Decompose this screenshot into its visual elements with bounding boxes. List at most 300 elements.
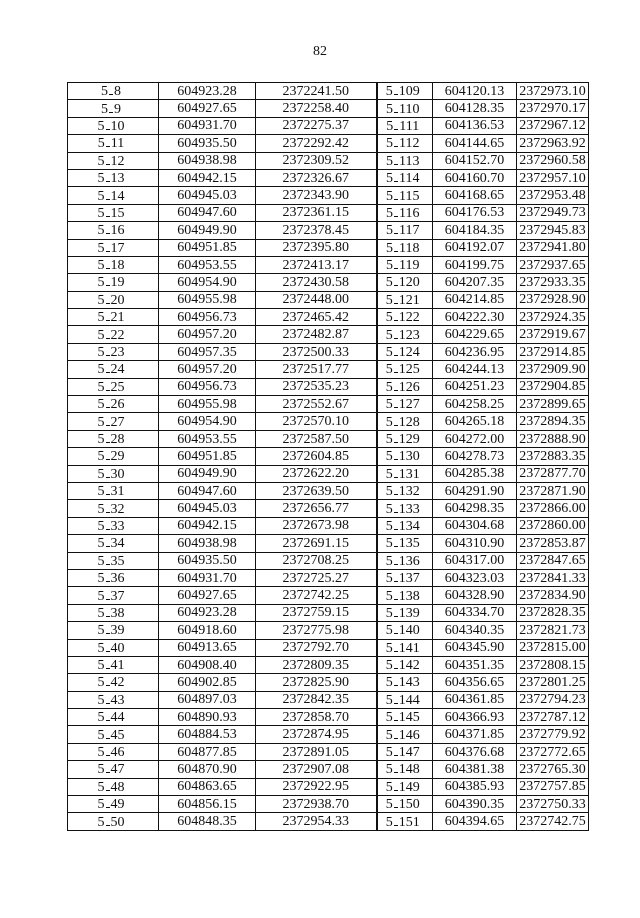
point-number: 15 — [110, 205, 125, 221]
point-number: 11 — [110, 136, 125, 152]
y-coordinate-cell: 2372775.98 — [256, 622, 377, 639]
point-id-cell — [68, 500, 159, 517]
point-id-cell — [68, 100, 159, 117]
point-number: 128 — [398, 414, 420, 430]
underscore-separator — [394, 796, 398, 808]
page-number: 82 — [313, 44, 327, 59]
y-coordinate-cell: 2372834.90 — [517, 587, 589, 604]
table-row — [68, 448, 589, 465]
table-row — [68, 187, 589, 204]
y-coordinate-cell: 2372871.90 — [517, 482, 589, 499]
y-coordinate-cell: 2372933.35 — [517, 274, 589, 291]
point-id-cell — [68, 343, 159, 360]
y-coordinate-cell: 2372967.12 — [517, 117, 589, 134]
y-coordinate-cell: 2372945.83 — [517, 222, 589, 239]
point-number: 149 — [398, 779, 420, 795]
point-number: 135 — [398, 536, 420, 552]
underscore-separator — [106, 379, 110, 391]
point-prefix: 5 — [97, 762, 105, 778]
table-row — [68, 430, 589, 447]
table-row — [68, 796, 589, 813]
y-coordinate-cell: 2372809.35 — [256, 656, 377, 673]
point-prefix: 5 — [386, 205, 393, 221]
point-number: 148 — [398, 762, 420, 778]
point-number: 113 — [399, 153, 420, 169]
point-number: 129 — [398, 432, 420, 447]
point-number: 131 — [398, 466, 420, 482]
point-id-cell — [68, 83, 159, 100]
point-number: 23 — [110, 345, 125, 361]
y-coordinate-cell: 2372587.50 — [256, 430, 377, 447]
point-number: 145 — [398, 710, 420, 726]
y-coordinate-cell: 2372787.12 — [517, 709, 589, 726]
underscore-separator — [106, 570, 110, 582]
x-coordinate-cell: 604884.53 — [159, 726, 256, 743]
point-prefix: 5 — [385, 501, 393, 517]
y-coordinate-cell: 2372937.65 — [517, 256, 589, 273]
underscore-separator — [394, 605, 398, 617]
point-id-cell — [68, 639, 159, 656]
point-id-cell — [68, 796, 159, 813]
point-number: 16 — [110, 223, 125, 239]
y-coordinate-cell: 2372960.58 — [517, 152, 589, 169]
point-prefix: 5 — [97, 258, 105, 274]
underscore-separator — [106, 466, 110, 478]
x-coordinate-cell: 604923.28 — [159, 83, 256, 100]
point-id-cell — [68, 622, 159, 639]
x-coordinate-cell: 604954.90 — [159, 413, 256, 430]
point-id-cell — [377, 361, 433, 378]
point-prefix: 5 — [385, 727, 393, 743]
underscore-separator — [106, 135, 110, 147]
point-id-cell — [377, 500, 433, 517]
point-prefix: 5 — [97, 779, 105, 795]
point-number: 38 — [110, 605, 125, 621]
point-number: 47 — [110, 762, 125, 778]
y-coordinate-cell: 2372828.35 — [517, 604, 589, 621]
point-number: 24 — [110, 362, 125, 378]
point-id-cell — [68, 535, 159, 552]
point-prefix: 5 — [97, 605, 105, 621]
point-prefix: 5 — [97, 188, 105, 204]
point-prefix: 5 — [97, 223, 105, 239]
y-coordinate-cell: 2372957.10 — [517, 169, 589, 186]
y-coordinate-cell: 2372907.08 — [256, 761, 377, 778]
point-id-cell — [377, 761, 433, 778]
underscore-separator — [106, 727, 110, 739]
table-row — [68, 152, 589, 169]
point-prefix: 5 — [386, 118, 394, 134]
point-prefix: 5 — [385, 397, 393, 413]
point-number: 29 — [110, 449, 125, 465]
point-prefix: 5 — [97, 501, 105, 517]
underscore-separator — [106, 240, 110, 252]
y-coordinate-cell: 2372841.33 — [517, 569, 589, 586]
x-coordinate-cell: 604160.70 — [433, 169, 517, 186]
point-id-cell — [377, 256, 433, 273]
point-id-cell — [377, 535, 433, 552]
table-row — [68, 413, 589, 430]
x-coordinate-cell: 604214.85 — [433, 291, 517, 308]
point-prefix: 5 — [97, 153, 105, 169]
point-prefix: 5 — [385, 762, 393, 778]
x-coordinate-cell: 604120.13 — [433, 83, 517, 100]
underscore-separator — [109, 101, 113, 113]
underscore-separator — [394, 622, 398, 634]
point-number: 120 — [398, 275, 420, 291]
underscore-separator — [106, 205, 110, 217]
y-coordinate-cell: 2372413.17 — [256, 256, 377, 273]
point-number: 46 — [110, 745, 125, 761]
y-coordinate-cell: 2372482.87 — [256, 326, 377, 343]
point-number: 147 — [398, 745, 420, 761]
x-coordinate-cell: 604870.90 — [159, 761, 256, 778]
underscore-separator — [394, 153, 398, 165]
x-coordinate-cell: 604877.85 — [159, 743, 256, 760]
point-prefix: 5 — [97, 327, 105, 343]
underscore-separator — [394, 240, 398, 252]
point-id-cell — [377, 274, 433, 291]
x-coordinate-cell: 604848.35 — [159, 813, 256, 830]
y-coordinate-cell: 2372742.25 — [256, 587, 377, 604]
point-prefix: 5 — [385, 710, 393, 726]
point-prefix: 5 — [97, 118, 105, 134]
point-number: 22 — [110, 327, 125, 343]
point-prefix: 5 — [385, 692, 393, 708]
point-number: 132 — [398, 484, 420, 500]
point-id-cell — [68, 552, 159, 569]
x-coordinate-cell: 604385.93 — [433, 778, 517, 795]
point-prefix: 5 — [386, 101, 393, 117]
point-number: 41 — [110, 658, 125, 674]
x-coordinate-cell: 604956.73 — [159, 378, 256, 395]
point-id-cell — [377, 291, 433, 308]
point-number: 114 — [399, 171, 420, 187]
point-id-cell — [377, 378, 433, 395]
point-number: 18 — [110, 258, 125, 274]
underscore-separator — [394, 344, 398, 356]
x-coordinate-cell: 604144.65 — [433, 135, 517, 152]
point-number: 137 — [398, 571, 420, 587]
underscore-separator — [394, 674, 398, 686]
point-id-cell — [68, 674, 159, 691]
underscore-separator — [394, 744, 398, 756]
point-number: 115 — [399, 188, 420, 204]
y-coordinate-cell: 2372973.10 — [517, 83, 589, 100]
x-coordinate-cell: 604953.55 — [159, 256, 256, 273]
point-id-cell — [68, 169, 159, 186]
point-number: 19 — [110, 275, 125, 291]
table-row — [68, 778, 589, 795]
y-coordinate-cell: 2372535.23 — [256, 378, 377, 395]
x-coordinate-cell: 604935.50 — [159, 135, 256, 152]
underscore-separator — [394, 553, 398, 565]
underscore-separator — [394, 535, 398, 547]
point-number: 151 — [398, 814, 420, 830]
underscore-separator — [106, 170, 110, 182]
point-id-cell — [377, 100, 433, 117]
point-prefix: 5 — [385, 518, 393, 534]
x-coordinate-cell: 604927.65 — [159, 587, 256, 604]
x-coordinate-cell: 604951.85 — [159, 448, 256, 465]
underscore-separator — [394, 448, 398, 460]
y-coordinate-cell: 2372378.45 — [256, 222, 377, 239]
x-coordinate-cell: 604236.95 — [433, 343, 517, 360]
point-id-cell — [68, 691, 159, 708]
y-coordinate-cell: 2372842.35 — [256, 691, 377, 708]
point-prefix: 5 — [385, 327, 393, 343]
point-number: 45 — [110, 727, 125, 743]
point-prefix: 5 — [385, 432, 393, 447]
point-id-cell — [68, 430, 159, 447]
underscore-separator — [106, 605, 110, 617]
point-number: 127 — [398, 397, 420, 413]
point-prefix: 5 — [386, 258, 393, 274]
point-id-cell — [377, 656, 433, 673]
table-row — [68, 291, 589, 308]
point-number: 118 — [399, 240, 420, 256]
underscore-separator — [394, 431, 398, 443]
point-number: 37 — [110, 588, 125, 604]
point-prefix: 5 — [385, 275, 393, 291]
underscore-separator — [394, 257, 398, 269]
underscore-separator — [394, 518, 398, 530]
x-coordinate-cell: 604207.35 — [433, 274, 517, 291]
point-prefix: 5 — [97, 623, 105, 639]
point-number: 12 — [110, 153, 125, 169]
y-coordinate-cell: 2372604.85 — [256, 448, 377, 465]
point-id-cell — [377, 691, 433, 708]
x-coordinate-cell: 604957.35 — [159, 343, 256, 360]
x-coordinate-cell: 604310.90 — [433, 535, 517, 552]
y-coordinate-cell: 2372779.92 — [517, 726, 589, 743]
x-coordinate-cell: 604955.98 — [159, 396, 256, 413]
point-prefix: 5 — [385, 814, 393, 830]
point-number: 35 — [110, 553, 125, 569]
point-number: 34 — [110, 536, 125, 552]
underscore-separator — [394, 135, 398, 147]
x-coordinate-cell: 604258.25 — [433, 396, 517, 413]
point-prefix: 5 — [97, 710, 105, 726]
point-number: 141 — [398, 640, 420, 656]
underscore-separator — [106, 118, 110, 130]
point-id-cell — [68, 587, 159, 604]
underscore-separator — [394, 327, 398, 339]
underscore-separator — [106, 396, 110, 408]
x-coordinate-cell: 604949.90 — [159, 222, 256, 239]
x-coordinate-cell: 604291.90 — [433, 482, 517, 499]
underscore-separator — [106, 344, 110, 356]
table-row — [68, 604, 589, 621]
point-number: 144 — [398, 692, 420, 708]
y-coordinate-cell: 2372954.33 — [256, 813, 377, 830]
x-coordinate-cell: 604317.00 — [433, 552, 517, 569]
x-coordinate-cell: 604361.85 — [433, 691, 517, 708]
underscore-separator — [394, 709, 398, 721]
x-coordinate-cell: 604938.98 — [159, 152, 256, 169]
y-coordinate-cell: 2372275.37 — [256, 117, 377, 134]
point-id-cell — [377, 604, 433, 621]
point-number: 26 — [110, 397, 125, 413]
table-row — [68, 135, 589, 152]
point-prefix: 5 — [385, 292, 393, 308]
point-number: 43 — [110, 692, 125, 708]
point-prefix: 5 — [97, 205, 105, 221]
y-coordinate-cell: 2372258.40 — [256, 100, 377, 117]
table-row — [68, 569, 589, 586]
point-id-cell — [377, 326, 433, 343]
point-number: 48 — [110, 779, 125, 795]
point-number: 21 — [110, 310, 125, 326]
point-id-cell — [68, 709, 159, 726]
table-row — [68, 309, 589, 326]
x-coordinate-cell: 604945.03 — [159, 187, 256, 204]
point-id-cell — [68, 813, 159, 830]
point-number: 36 — [110, 571, 125, 587]
point-id-cell — [68, 604, 159, 621]
point-prefix: 5 — [386, 136, 393, 152]
y-coordinate-cell: 2372894.35 — [517, 413, 589, 430]
x-coordinate-cell: 604272.00 — [433, 430, 517, 447]
table-row — [68, 761, 589, 778]
point-id-cell — [68, 413, 159, 430]
point-id-cell — [68, 569, 159, 586]
x-coordinate-cell: 604136.53 — [433, 117, 517, 134]
point-id-cell — [377, 204, 433, 221]
point-id-cell — [377, 726, 433, 743]
point-prefix: 5 — [97, 484, 105, 500]
point-number: 40 — [110, 640, 125, 656]
point-id-cell — [377, 622, 433, 639]
point-number: 133 — [398, 501, 420, 517]
point-number: 13 — [110, 171, 125, 187]
point-prefix: 5 — [385, 84, 393, 100]
point-prefix: 5 — [385, 605, 393, 621]
y-coordinate-cell: 2372759.15 — [256, 604, 377, 621]
point-prefix: 5 — [385, 571, 393, 587]
point-number: 31 — [110, 484, 125, 500]
point-prefix: 5 — [97, 362, 105, 378]
y-coordinate-cell: 2372888.90 — [517, 430, 589, 447]
point-number: 142 — [398, 658, 420, 674]
underscore-separator — [106, 588, 110, 600]
underscore-separator — [106, 657, 110, 669]
point-number: 50 — [110, 814, 125, 830]
x-coordinate-cell: 604942.15 — [159, 517, 256, 534]
point-prefix: 5 — [97, 658, 105, 674]
table-row — [68, 552, 589, 569]
point-id-cell — [68, 326, 159, 343]
point-id-cell — [377, 552, 433, 569]
point-prefix: 5 — [385, 623, 393, 639]
y-coordinate-cell: 2372517.77 — [256, 361, 377, 378]
point-id-cell — [68, 117, 159, 134]
point-number: 110 — [399, 101, 420, 117]
point-id-cell — [377, 135, 433, 152]
point-prefix: 5 — [385, 640, 393, 656]
underscore-separator — [394, 118, 398, 130]
point-prefix: 5 — [97, 797, 105, 813]
point-number: 126 — [398, 379, 420, 395]
underscore-separator — [109, 83, 113, 95]
underscore-separator — [394, 361, 398, 373]
point-number: 122 — [398, 310, 420, 326]
point-prefix: 5 — [97, 814, 105, 830]
table-row — [68, 500, 589, 517]
x-coordinate-cell: 604955.98 — [159, 291, 256, 308]
x-coordinate-cell: 604949.90 — [159, 465, 256, 482]
point-id-cell — [68, 378, 159, 395]
point-prefix: 5 — [97, 675, 105, 691]
x-coordinate-cell: 604856.15 — [159, 796, 256, 813]
x-coordinate-cell: 604890.93 — [159, 709, 256, 726]
y-coordinate-cell: 2372326.67 — [256, 169, 377, 186]
point-prefix: 5 — [385, 675, 393, 691]
point-number: 49 — [110, 797, 125, 813]
point-id-cell — [377, 569, 433, 586]
point-id-cell — [377, 413, 433, 430]
x-coordinate-cell: 604947.60 — [159, 204, 256, 221]
point-prefix: 5 — [385, 588, 393, 604]
underscore-separator — [106, 361, 110, 373]
x-coordinate-cell: 604381.38 — [433, 761, 517, 778]
y-coordinate-cell: 2372639.50 — [256, 482, 377, 499]
y-coordinate-cell: 2372792.70 — [256, 639, 377, 656]
point-prefix: 5 — [97, 571, 105, 587]
underscore-separator — [106, 674, 110, 686]
point-id-cell — [377, 117, 433, 134]
point-prefix: 5 — [97, 275, 105, 291]
underscore-separator — [106, 327, 110, 339]
underscore-separator — [106, 761, 110, 773]
point-prefix: 5 — [385, 536, 393, 552]
point-id-cell — [377, 674, 433, 691]
point-prefix: 5 — [385, 779, 393, 795]
y-coordinate-cell: 2372708.25 — [256, 552, 377, 569]
table-row — [68, 813, 589, 830]
y-coordinate-cell: 2372794.23 — [517, 691, 589, 708]
y-coordinate-cell: 2372725.27 — [256, 569, 377, 586]
point-id-cell — [377, 83, 433, 100]
x-coordinate-cell: 604340.35 — [433, 622, 517, 639]
underscore-separator — [106, 188, 110, 200]
underscore-separator — [106, 414, 110, 426]
table-row — [68, 343, 589, 360]
x-coordinate-cell: 604957.20 — [159, 361, 256, 378]
point-number: 150 — [398, 797, 420, 813]
point-number: 20 — [110, 292, 125, 308]
y-coordinate-cell: 2372858.70 — [256, 709, 377, 726]
point-id-cell — [68, 465, 159, 482]
table-row — [68, 222, 589, 239]
point-prefix: 5 — [97, 692, 105, 708]
underscore-separator — [394, 222, 398, 234]
point-id-cell — [377, 222, 433, 239]
table-row — [68, 709, 589, 726]
point-id-cell — [68, 517, 159, 534]
y-coordinate-cell: 2372552.67 — [256, 396, 377, 413]
point-id-cell — [377, 309, 433, 326]
point-prefix: 5 — [101, 101, 108, 117]
point-prefix: 5 — [385, 466, 393, 482]
y-coordinate-cell: 2372772.65 — [517, 743, 589, 760]
point-prefix: 5 — [97, 640, 105, 656]
point-number: 116 — [399, 205, 420, 221]
x-coordinate-cell: 604152.70 — [433, 152, 517, 169]
point-number: 125 — [398, 362, 420, 378]
underscore-separator — [394, 692, 398, 704]
y-coordinate-cell: 2372821.73 — [517, 622, 589, 639]
